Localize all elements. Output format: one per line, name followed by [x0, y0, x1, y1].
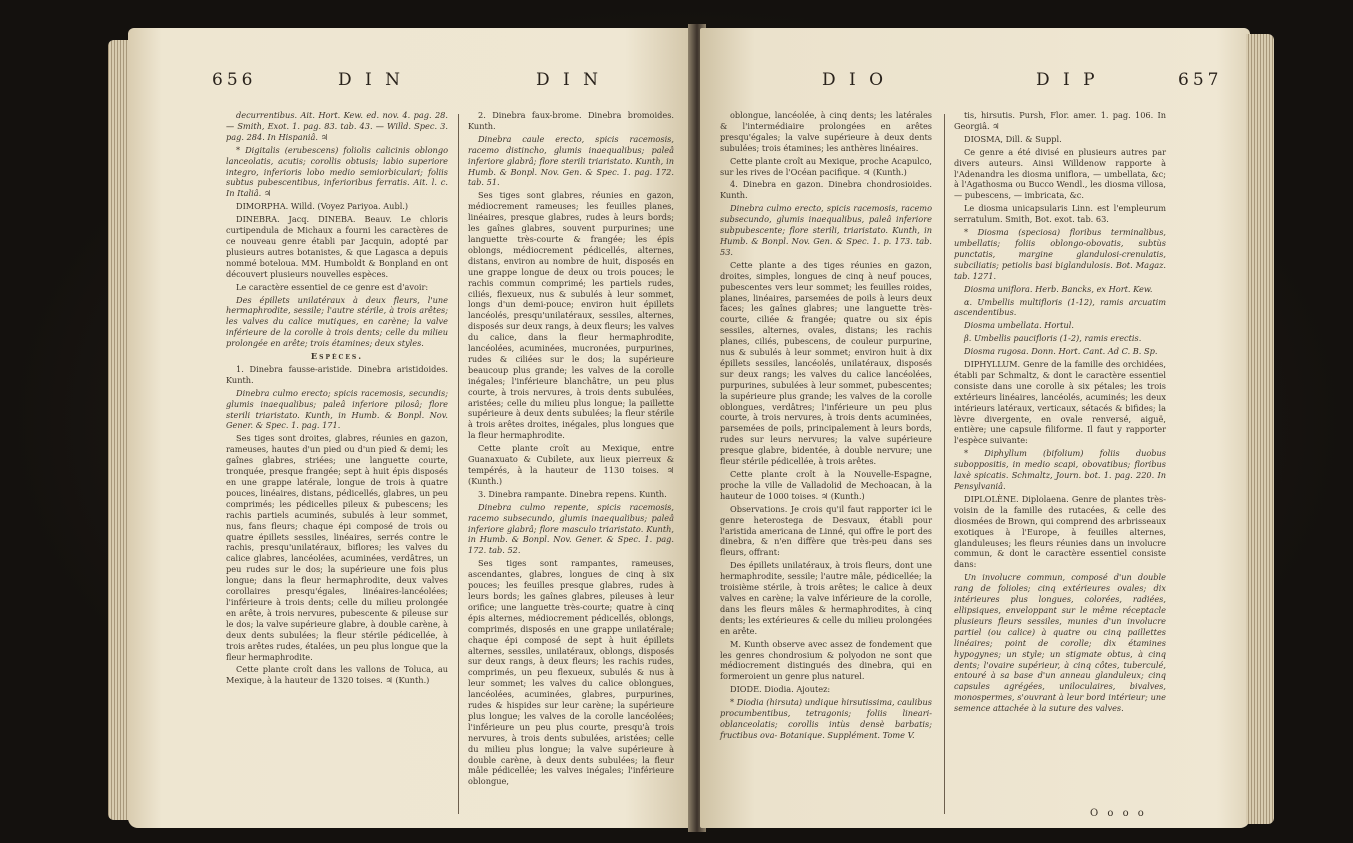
- paragraph: Le diosma unicapsularis Linn. est l'empleurum serratulum. Smith, Bot. exot. tab. 63.: [954, 203, 1166, 225]
- paragraph: Dinebra culmo erecto; spicis racemosis, secundis; glumis inaequalibus; paleâ inferiore pilosâ; flore sterili triaristato. Kunth, in Humb. & Bonpl. Nov. Gener. & Spec. 1. pag. 171.: [226, 387, 448, 431]
- left-column-1: [226, 110, 448, 688]
- paragraph: Un involucre commun, composé d'un double rang de folioles; cinq extérieures ovales; dix intérieures plus longues, colorées, radiées, ellipsiques, enveloppant sur le même réceptacle plusieurs fleurs sessiles, munies d'un involucre partiel (ou calice) à quatre ou cinq paillettes linéaires; point de corolle; dix étamines hypogynes; un style; un stigmate obtus, à cinq dents; l'ovaire supérieur, à cinq côtes, tuberculé, entouré à sa base d'un anneau glanduleux; cinq capsules agrégées, uniloculaires, bivalves, monospermes, s'ouvrant à leur bord intérieur; une semence attachée à la suture des valves.: [954, 572, 1166, 714]
- right-running-head-2: D I P: [1036, 70, 1099, 90]
- paragraph: Ce genre a été divisé en plusieurs autres par divers auteurs. Ainsi Willdenow rapporte à l'Adenandra les diosma uniflora, — umbellata, &c; à l'Agathosma ou Bucco Wendl., les diosma villosa, — pubescens, — imbricata, &c.: [954, 146, 1166, 201]
- paragraph: β. Umbellis paucifloris (1-2), ramis erectis.: [964, 333, 1142, 344]
- paragraph: Le caractère essentiel de ce genre est d'avoir:: [236, 281, 429, 292]
- paragraph: 3. Dinebra rampante. Dinebra repens. Kunth.: [478, 488, 667, 499]
- left-running-head-2: D I N: [536, 70, 603, 90]
- paragraph: Observations. Je crois qu'il faut rapporter ici le genre heterostega de Desvaux, établi pour l'aristida americana de Linné, qui offre le port des dinebra, & n'en diffère que très-peu dans ses fleurs, offrant:: [720, 503, 932, 558]
- paragraph: DIODE. Diodia. Ajoutez:: [730, 684, 831, 695]
- right-page-number: 657: [1178, 70, 1223, 90]
- signature-mark: O o o o: [1090, 808, 1147, 819]
- paragraph: Diosma rugosa. Donn. Hort. Cant. Ad C. B. Sp.: [964, 346, 1158, 357]
- paragraph: Ses tiges sont glabres, réunies en gazon, médiocrement rameuses; les feuilles planes, linéaires, presque glabres, rudes à leurs bords; les gaînes glabres, souvent purpurines; une languette très-courte & frangée; les épis oblongs, médiocrement pédicellés, alternes, distans, environ au nombre de huit, disposés en une grappe longue de deux ou trois pouces; le rachis commun comprimé; les partiels rudes, ciliés, flexueux, nus & subulés à leur sommet, longs d'un demi-pouce; environ huit épillets lancéolés, presqu'unilatéraux, sessiles, alternes, disposés sur deux rangs, à deux fleurs; les valves du calice, dans la fleur hermaphrodite, lancéolées, acuminées, mucronées, purpurines, rudes & ciliées sur le dos; la supérieure beaucoup plus grande; les valves de la corolle inégales; l'inférieure blanchâtre, un peu plus courte, à trois nervures, à trois dents subulées, aristées; celle du milieu plus longue; la paillette supérieure à deux dents subulées; la fleur stérile à trois arêtes droites, inégales, plus longues que la fleur hermaphrodite.: [468, 190, 674, 441]
- paragraph: Dinebra caule erecto, spicis racemosis, racemo distincho, glumis inaequalibus; paleâ inferiore glabrâ; flore sterili triaristato. Kunth, in Humb. & Bonpl. Nov. Gen. & Spec. 1. pag. 172. tab. 51.: [468, 133, 674, 188]
- paragraph: Diosma uniflora. Herb. Bancks, ex Hort. Kew.: [964, 283, 1153, 294]
- right-column-2: [954, 110, 1166, 716]
- paragraph: Cette plante a des tiges réunies en gazon, droites, simples, longues de cinq à neuf pouces, pubescentes vers leur sommet; les feuilles roides, planes, linéaires, parsemées de poils à leurs deux faces; les gaînes glabres; une languette très-courte, ciliée & frangée; quatre ou six épis sessiles, alternes, ovales, distans; les rachis planes, ciliés, pubescens, de couleur purpurine, nus & subulés à leur sommet; environ huit à dix épillets sessiles, lancéolés, unilatéraux, disposés sur deux rangs; les valves du calice lancéolées, purpurines, subulées à leur sommet, pubescentes; la supérieure plus grande; les valves de la corolle oblongues, verdâtres; l'inférieure un peu plus courte, à trois nervures, à trois dents acuminées, parsemées de poils, principalement à leurs bords, rudes sur leurs nervures; la valve supérieure presque glabre, bidentée, à double nervure; une fleur stérile pédicellée, à trois arêtes.: [720, 259, 932, 467]
- paragraph: DIPHYLLUM. Genre de la famille des orchidées, établi par Schmaltz, & dont le caractère essentiel consiste dans une corolle à six pétales; les trois extérieurs linéaires, lancéolés, acuminés; les deux intérieurs latéraux, verticaux, sétacés & bifides; la lèvre divergente, en ovale renversé, aiguë, entière; une capsule filiforme. Il faut y rapporter l'espèce suivante:: [954, 359, 1166, 446]
- column-divider: [944, 114, 945, 814]
- right-page-edges: [1246, 34, 1274, 824]
- paragraph: tis, hirsutis. Pursh, Flor. amer. 1. pag. 106. In Georgiâ. ♃: [954, 110, 1166, 131]
- paragraph: Dinebra culmo repente, spicis racemosis, racemo subsecundo, glumis inaequalibus; paleâ inferiore glabrâ; flore masculo triaristato. Kunth, in Humb. & Bonpl. Nov. Gener. & Spec. 1. pag. 172. tab. 52.: [468, 501, 674, 556]
- right-running-head-1: D I O: [822, 70, 888, 90]
- paragraph: DIOSMA, Dill. & Suppl.: [964, 133, 1062, 144]
- paragraph: Ses tiges sont droites, glabres, réunies en gazon, rameuses, hautes d'un pied ou d'un pied & demi; les gaînes glabres, striées; une languette courte, tronquée, presque frangée; sept à huit épis disposés en une grappe latérale, longue de trois à quatre pouces, linéaires, distans, pédicellés, glabres, un peu comprimés; les pédicelles pileux & pubescens; les rachis partiels acuminés, subulés à leur sommet, nus, fans fleurs; chaque épi composé de trois ou quatre épillets sessiles, linéaires, serrés contre le rachis, presqu'unilatéraux, biflores; les valves du calice glabres, lancéolées, acuminées, verdâtres, un peu rudes sur le dos; la supérieure une fois plus longue; dans la fleur hermaphrodite, deux valves corollaires presqu'égales, linéaires-lancéolées; l'inférieure à trois dents; celle du milieu prolongée en arête, à trois nervures, pubescente & pileuse sur le dos; la valve supérieure glabre, à double carène, à deux dents subulées; la fleur stérile pédicellée, à trois arêtes rudes, étalées, un peu plus longue que la fleur hermaphrodite.: [226, 433, 448, 662]
- left-page-number: 656: [212, 70, 257, 90]
- paragraph: oblongue, lancéolée, à cinq dents; les latérales & l'intermédiaire prolongées en arêtes presqu'égales; la valve supérieure à deux dents subulées; trois étamines; les anthères linéaires.: [720, 110, 932, 153]
- paragraph: 1. Dinebra fausse-aristide. Dinebra aristidoides. Kunth.: [226, 363, 448, 385]
- paragraph: Cette plante croît dans les vallons de Toluca, au Mexique, à la hauteur de 1320 toises. ♃ (Kunth.): [226, 664, 448, 686]
- paragraph: Des épillets unilatéraux à deux fleurs, l'une hermaphrodite, sessile; l'autre stérile, à trois arêtes; les valves du calice mutiques, en carène; la valve inférieure de la corolle à trois dents; celle du milieu prolongée en arête; trois étamines; deux styles.: [226, 294, 448, 349]
- paragraph: α. Umbellis multifloris (1-12), ramis arcuatim ascendentibus.: [954, 296, 1166, 318]
- paragraph: DIPLOLÈNE. Diplolaena. Genre de plantes très-voisin de la famille des rutacées, & celle des diosmées de Brown, qui comprend des arbrisseaux exotiques à l'Europe, à feuilles alternes, glanduleuses; les fleurs réunies dans un involucre commun, & dont le caractère essentiel consiste dans:: [954, 493, 1166, 570]
- column-divider: [458, 114, 459, 814]
- paragraph: Cette plante croît au Mexique, entre Guanaxuato & Cubilete, aux lieux pierreux & tempérés, à la hauteur de 1130 toises. ♃ (Kunth.): [468, 443, 674, 486]
- paragraph: DINEBRA. Jacq. DINEBA. Beauv. Le chloris curtipendula de Michaux a fourni les caractères de ce nouveau genre établi par Jacquin, adopté par plusieurs autres botanistes, & que Lagasca a depuis nommé boteloua. MM. Humboldt & Bonpland en ont découvert plusieurs nouvelles espèces.: [226, 214, 448, 279]
- paragraph: 2. Dinebra faux-brome. Dinebra bromoides. Kunth.: [468, 110, 674, 131]
- paragraph: Des épillets unilatéraux, à trois fleurs, dont une hermaphrodite, sessile; l'autre mâle, pédicellée; la troisième stérile, à trois arêtes; le calice à deux valves en carène; la valve inférieure de la corolle, dans les fleurs mâles & hermaphrodites, à cinq dents; les extérieures & celle du milieu prolongées en arête.: [720, 560, 932, 636]
- paragraph: Cette plante croît à la Nouvelle-Espagne, proche la ville de Valladolid de Mechoacan, à la hauteur de 1000 toises. ♃ (Kunth.): [720, 469, 932, 501]
- left-column-2: [468, 110, 674, 789]
- paragraph: decurrentibus. Ait. Hort. Kew. ed. nov. 4. pag. 28. — Smith, Exot. 1. pag. 83. tab. 43. — Willd. Spec. 3. pag. 284. In Hispaniâ. ♃: [226, 110, 448, 142]
- right-page: [700, 28, 1250, 828]
- section-heading: Espèces.: [310, 351, 364, 362]
- paragraph: 4. Dinebra en gazon. Dinebra chondrosioides. Kunth.: [720, 179, 932, 201]
- paragraph: Diosma umbellata. Hortul.: [964, 320, 1074, 331]
- paragraph: Dinebra culmo erecto, spicis racemosis, racemo subsecundo, glumis inaequalibus, paleâ inferiore subpubescente; flore sterili, triaristato. Kunth, in Humb. & Bonpl. Nov. Gen. & Spec. 1. p. 173. tab. 53.: [720, 203, 932, 257]
- paragraph: Cette plante croît au Mexique, proche Acapulco, sur les rives de l'Océan pacifique. ♃ (Kunth.): [720, 155, 932, 177]
- left-page: [128, 28, 693, 828]
- paragraph: * Diphyllum (bifolium) foliis duobus suboppositis, in medio scapi, obovatibus; floribus laxè spicatis. Schmaltz, Journ. bot. 1. pag. 220. In Pensylvaniâ.: [954, 448, 1166, 491]
- paragraph: * Diodia (hirsuta) undique hirsutissima, caulibus procumbentibus, tetragonis; foliis lineari-oblanceolatis; corollis intùs densè barbatis; fructibus ova- Botanique. Supplément. Tome V.: [720, 697, 932, 740]
- paragraph: M. Kunth observe avec assez de fondement que les genres chondrosium & polyodon ne sont que médiocrement distingués des dinebra, qui en formeroient un genre plus naturel.: [720, 638, 932, 682]
- right-column-1: [720, 110, 932, 743]
- left-page-edges: [108, 40, 130, 820]
- paragraph: Ses tiges sont rampantes, rameuses, ascendantes, glabres, longues de cinq à six pouces; les feuilles presque glabres, rudes à leurs bords; les gaînes glabres, pileuses à leur orifice; une languette très-courte; quatre à cinq épis alternes, médiocrement pédicellés, oblongs, comprimés, disposés en une grappe unilatérale; chaque épi composé de sept à huit épillets alternes, sessiles, unilatéraux, oblongs, disposés sur deux rangs, à deux fleurs; les rachis rudes, comprimés, un peu flexueux, subulés & nus à leur sommet; les valves du calice oblongues, lancéolées, acuminées, glabres, purpurines, rudes & hispides sur leur carène; la supérieure plus longue; les valves de la corolle lancéolées; l'inférieure un peu plus courte, presqu'à trois nervures, à trois dents subulées, aristées; celle du milieu plus longue; la valve supérieure à double carène, à deux dents subulées; la fleur mâle pédicellée; les valves inégales; l'inférieure oblongue,: [468, 558, 674, 787]
- paragraph: DIMORPHA. Willd. (Voyez Pariyoa. Aubl.): [236, 201, 409, 212]
- paragraph: * Digitalis (erubescens) foliolis calicinis oblongo lanceolatis, acutis; corollis obtusis; labio superiore integro, inferioris lobo medio semiorbiculari; foliis subtus pubescentibus, inferioribus ferratis. Ait. l. c. In Italiâ. ♃: [226, 144, 448, 199]
- paragraph: * Diosma (speciosa) floribus terminalibus, umbellatis; foliis oblongo-obovatis, subtùs punctatis, margine glandulosi-crenulatis, subciliatis; petiolis basi biglandulosis. Bot. Magaz. tab. 1271.: [954, 227, 1166, 281]
- left-running-head-1: D I N: [338, 70, 405, 90]
